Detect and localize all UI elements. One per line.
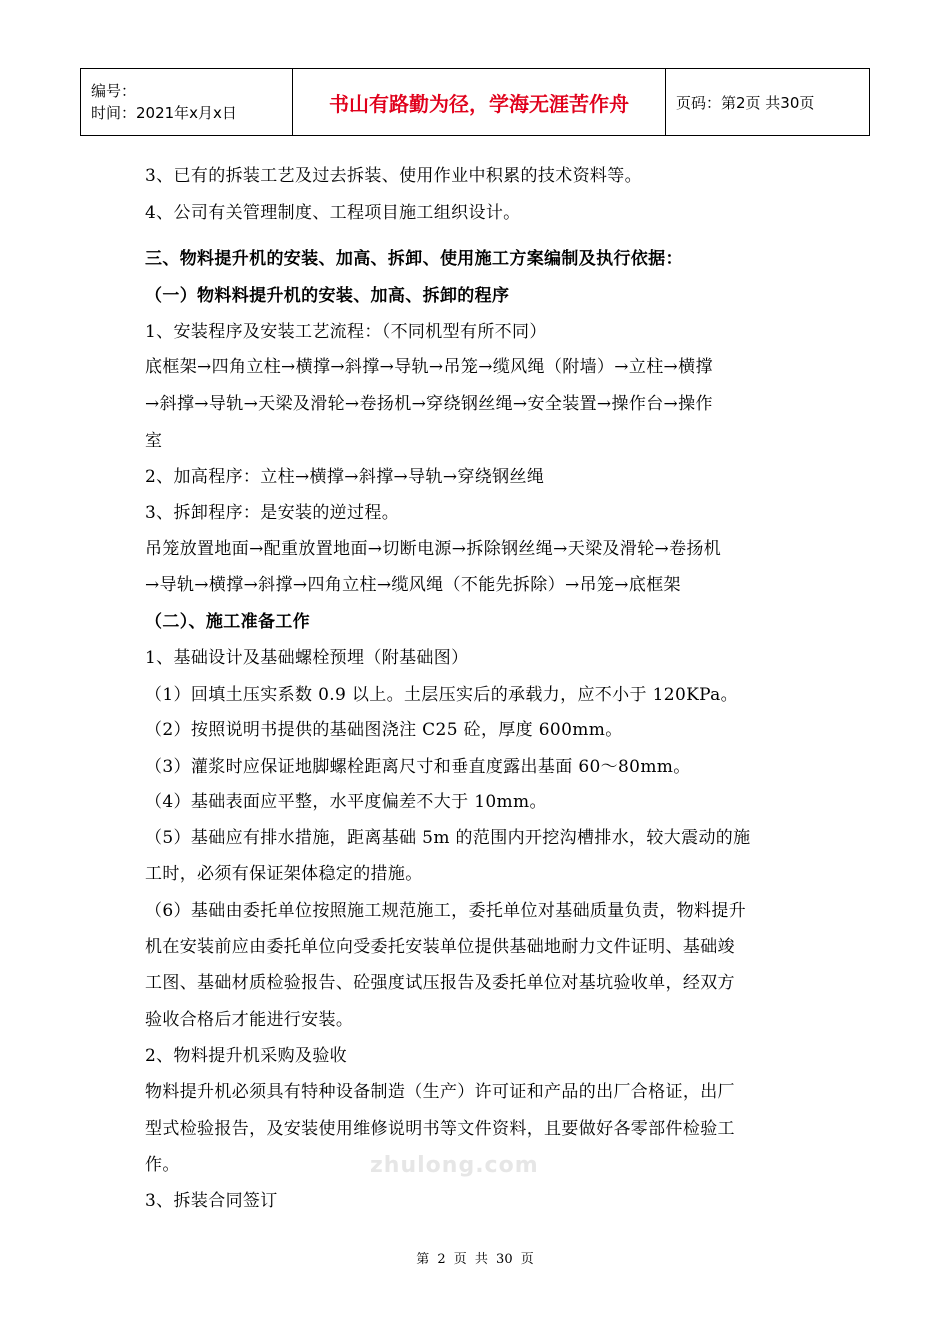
body-line: 1、安装程序及安装工艺流程：（不同机型有所不同）: [145, 322, 547, 342]
section-heading: 三、物料提升机的安装、加高、拆卸、使用施工方案编制及执行依据：: [145, 249, 683, 269]
document-number-label: 编号：: [91, 82, 137, 100]
body-line: 2、加高程序：立柱→横撑→斜撑→导轨→穿绕钢丝绳: [145, 467, 545, 487]
body-line: 作。: [145, 1155, 180, 1175]
body-line: 4、公司有关管理制度、工程项目施工组织设计。: [145, 203, 521, 223]
body-line: 2、物料提升机采购及验收: [145, 1046, 348, 1066]
body-line: 物料提升机必须具有特种设备制造（生产）许可证和产品的出厂合格证，出厂: [145, 1082, 735, 1102]
page-header: [80, 68, 870, 136]
page-footer: 第 2 页 共 30 页: [416, 1252, 534, 1267]
body-line: （2）按照说明书提供的基础图浇注 C25 砼，厚度 600mm。: [145, 720, 623, 740]
body-line: （1）回填土压实系数 0.9 以上。土层压实后的承载力，应不小于 120KPa。: [145, 685, 739, 705]
body-line: 工时，必须有保证架体稳定的措施。: [145, 864, 423, 884]
body-line: 吊笼放置地面→配重放置地面→切断电源→拆除钢丝绳→天梁及滑轮→卷扬机: [145, 539, 722, 559]
body-line: 型式检验报告，及安装使用维修说明书等文件资料，且要做好各零部件检验工: [145, 1119, 735, 1139]
body-line: 验收合格后才能进行安装。: [145, 1010, 354, 1030]
header-motto: 书山有路勤为径，学海无涯苦作舟: [293, 69, 666, 136]
body-line: （4）基础表面应平整，水平度偏差不大于 10mm。: [145, 792, 547, 812]
subsection-heading: （二）、施工准备工作: [145, 612, 310, 632]
body-line: 3、拆卸程序：是安装的逆过程。: [145, 503, 400, 523]
body-line: 底框架→四角立柱→横撑→斜撑→导轨→吊笼→缆风绳（附墙）→立柱→横撑: [145, 357, 713, 377]
body-line: （3）灌浆时应保证地脚螺栓距离尺寸和垂直度露出基面 60～80mm。: [145, 757, 691, 777]
body-line: （6）基础由委托单位按照施工规范施工，委托单位对基础质量负责，物料提升: [145, 901, 747, 921]
header-meta-cell: [81, 69, 293, 136]
header-page-number: 页码：第2页 共30页: [666, 69, 870, 136]
body-line: 室: [145, 431, 163, 451]
body-line: （5）基础应有排水措施，距离基础 5m 的范围内开挖沟槽排水，较大震动的施: [145, 828, 751, 848]
body-line: →导轨→横撑→斜撑→四角立柱→缆风绳（不能先拆除）→吊笼→底框架: [145, 575, 681, 595]
body-line: 工图、基础材质检验报告、砼强度试压报告及委托单位对基坑验收单，经双方: [145, 973, 735, 993]
body-line: 机在安装前应由委托单位向受委托安装单位提供基础地耐力文件证明、基础竣: [145, 937, 735, 957]
body-line: →斜撑→导轨→天梁及滑轮→卷扬机→穿绕钢丝绳→安全装置→操作台→操作: [145, 394, 713, 414]
watermark: zhulong.com: [370, 1153, 539, 1178]
body-line: 3、拆装合同签订: [145, 1191, 278, 1211]
subsection-heading: （一）物料料提升机的安装、加高、拆卸的程序: [145, 286, 510, 306]
body-line: 1、基础设计及基础螺栓预埋（附基础图）: [145, 648, 469, 668]
body-line: 3、已有的拆装工艺及过去拆装、使用作业中积累的技术资料等。: [145, 166, 642, 186]
document-time-label: 时间：2021年x月x日: [91, 104, 237, 122]
